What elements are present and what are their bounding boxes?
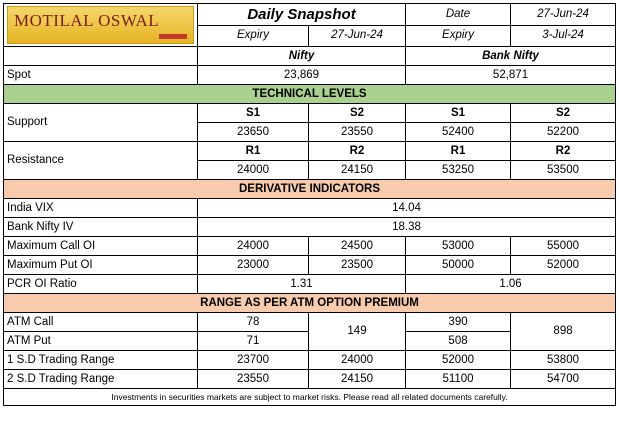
pcr-oi-ratio-label: PCR OI Ratio [4,275,198,294]
index-header-blank [4,47,198,66]
range-atm-heading: RANGE AS PER ATM OPTION PREMIUM [4,294,616,313]
nifty-expiry-label: Expiry [198,25,309,47]
sd2-range-row [4,370,616,389]
support-label: Support [4,104,198,142]
max-call-oi-value: 53000 [406,237,511,256]
resistance-value-cell: 24150 [309,161,406,180]
max-call-oi-row [4,237,616,256]
disclaimer-row [4,389,616,406]
resistance-header-cell: R2 [511,142,616,161]
resistance-header-row [4,142,616,161]
resistance-label: Resistance [4,142,198,180]
sd2-range-value: 23550 [198,370,309,389]
sd1-range-label: 1 S.D Trading Range [4,351,198,370]
support-value-cell: 23550 [309,123,406,142]
resistance-value-cell: 53500 [511,161,616,180]
sd2-range-value: 51100 [406,370,511,389]
nifty-atm-put: 71 [198,332,309,351]
max-call-oi-value: 24500 [309,237,406,256]
logo-text: MOTILAL OSWAL [14,11,160,30]
support-value-cell: 52400 [406,123,511,142]
bank-nifty-iv-value: 18.38 [198,218,616,237]
nifty-spot: 23,869 [198,66,406,85]
nifty-pcr-value: 1.31 [198,275,406,294]
logo-accent-bar [159,34,187,39]
sd1-range-value: 24000 [309,351,406,370]
support-value-cell: 52200 [511,123,616,142]
resistance-header-cell: R2 [309,142,406,161]
bank-expiry-label: Expiry [406,25,511,47]
date-value: 27-Jun-24 [511,4,616,26]
india-vix-value: 14.04 [198,199,616,218]
india-vix-label: India VIX [4,199,198,218]
motilal-oswal-logo [7,6,194,44]
max-put-oi-row [4,256,616,275]
nifty-expiry-value: 27-Jun-24 [309,25,406,47]
sd1-range-value: 52000 [406,351,511,370]
pcr-oi-ratio-row [4,275,616,294]
range-heading-row [4,294,616,313]
sd2-range-label: 2 S.D Trading Range [4,370,198,389]
support-value-cell: 23650 [198,123,309,142]
derivative-indicators-heading: DERIVATIVE INDICATORS [4,180,616,199]
snapshot-table [3,3,616,406]
support-header-row [4,104,616,123]
bank-nifty-header: Bank Nifty [406,47,616,66]
resistance-value-cell: 53250 [406,161,511,180]
bank-nifty-atm-call: 390 [406,313,511,332]
bank-expiry-value: 3-Jul-24 [511,25,616,47]
max-call-oi-value: 55000 [511,237,616,256]
max-call-oi-label: Maximum Call OI [4,237,198,256]
date-label: Date [406,4,511,26]
sd1-range-value: 53800 [511,351,616,370]
sd2-range-value: 24150 [309,370,406,389]
technical-levels-heading: TECHNICAL LEVELS [4,85,616,104]
atm-call-label: ATM Call [4,313,198,332]
resistance-value-cell: 24000 [198,161,309,180]
max-put-oi-value: 23000 [198,256,309,275]
bank-nifty-iv-label: Bank Nifty IV [4,218,198,237]
index-header-row [4,47,616,66]
atm-put-label: ATM Put [4,332,198,351]
sd1-range-row [4,351,616,370]
resistance-header-cell: R1 [198,142,309,161]
max-put-oi-value: 50000 [406,256,511,275]
header-row-1 [4,4,616,26]
max-put-oi-label: Maximum Put OI [4,256,198,275]
max-put-oi-value: 23500 [309,256,406,275]
bank-nifty-spot: 52,871 [406,66,616,85]
daily-snapshot-sheet [3,3,615,406]
bank-nifty-atm-put: 508 [406,332,511,351]
resistance-header-cell: R1 [406,142,511,161]
bank-nifty-iv-row [4,218,616,237]
spot-label: Spot [4,66,198,85]
india-vix-row [4,199,616,218]
nifty-atm-call: 78 [198,313,309,332]
support-header-cell: S1 [406,104,511,123]
derivative-indicators-heading-row [4,180,616,199]
page-title: Daily Snapshot [198,4,406,26]
spot-row [4,66,616,85]
sd2-range-value: 54700 [511,370,616,389]
nifty-header: Nifty [198,47,406,66]
logo-cell [4,4,198,47]
sd1-range-value: 23700 [198,351,309,370]
bank-nifty-straddle-premium: 898 [511,313,616,351]
bank-nifty-pcr-value: 1.06 [406,275,616,294]
support-header-cell: S1 [198,104,309,123]
atm-call-row [4,313,616,332]
disclaimer-text: Investments in securities markets are subject to market risks. Please read all related documents carefully. [4,389,616,406]
max-put-oi-value: 52000 [511,256,616,275]
support-header-cell: S2 [309,104,406,123]
technical-levels-heading-row [4,85,616,104]
nifty-straddle-premium: 149 [309,313,406,351]
support-header-cell: S2 [511,104,616,123]
max-call-oi-value: 24000 [198,237,309,256]
